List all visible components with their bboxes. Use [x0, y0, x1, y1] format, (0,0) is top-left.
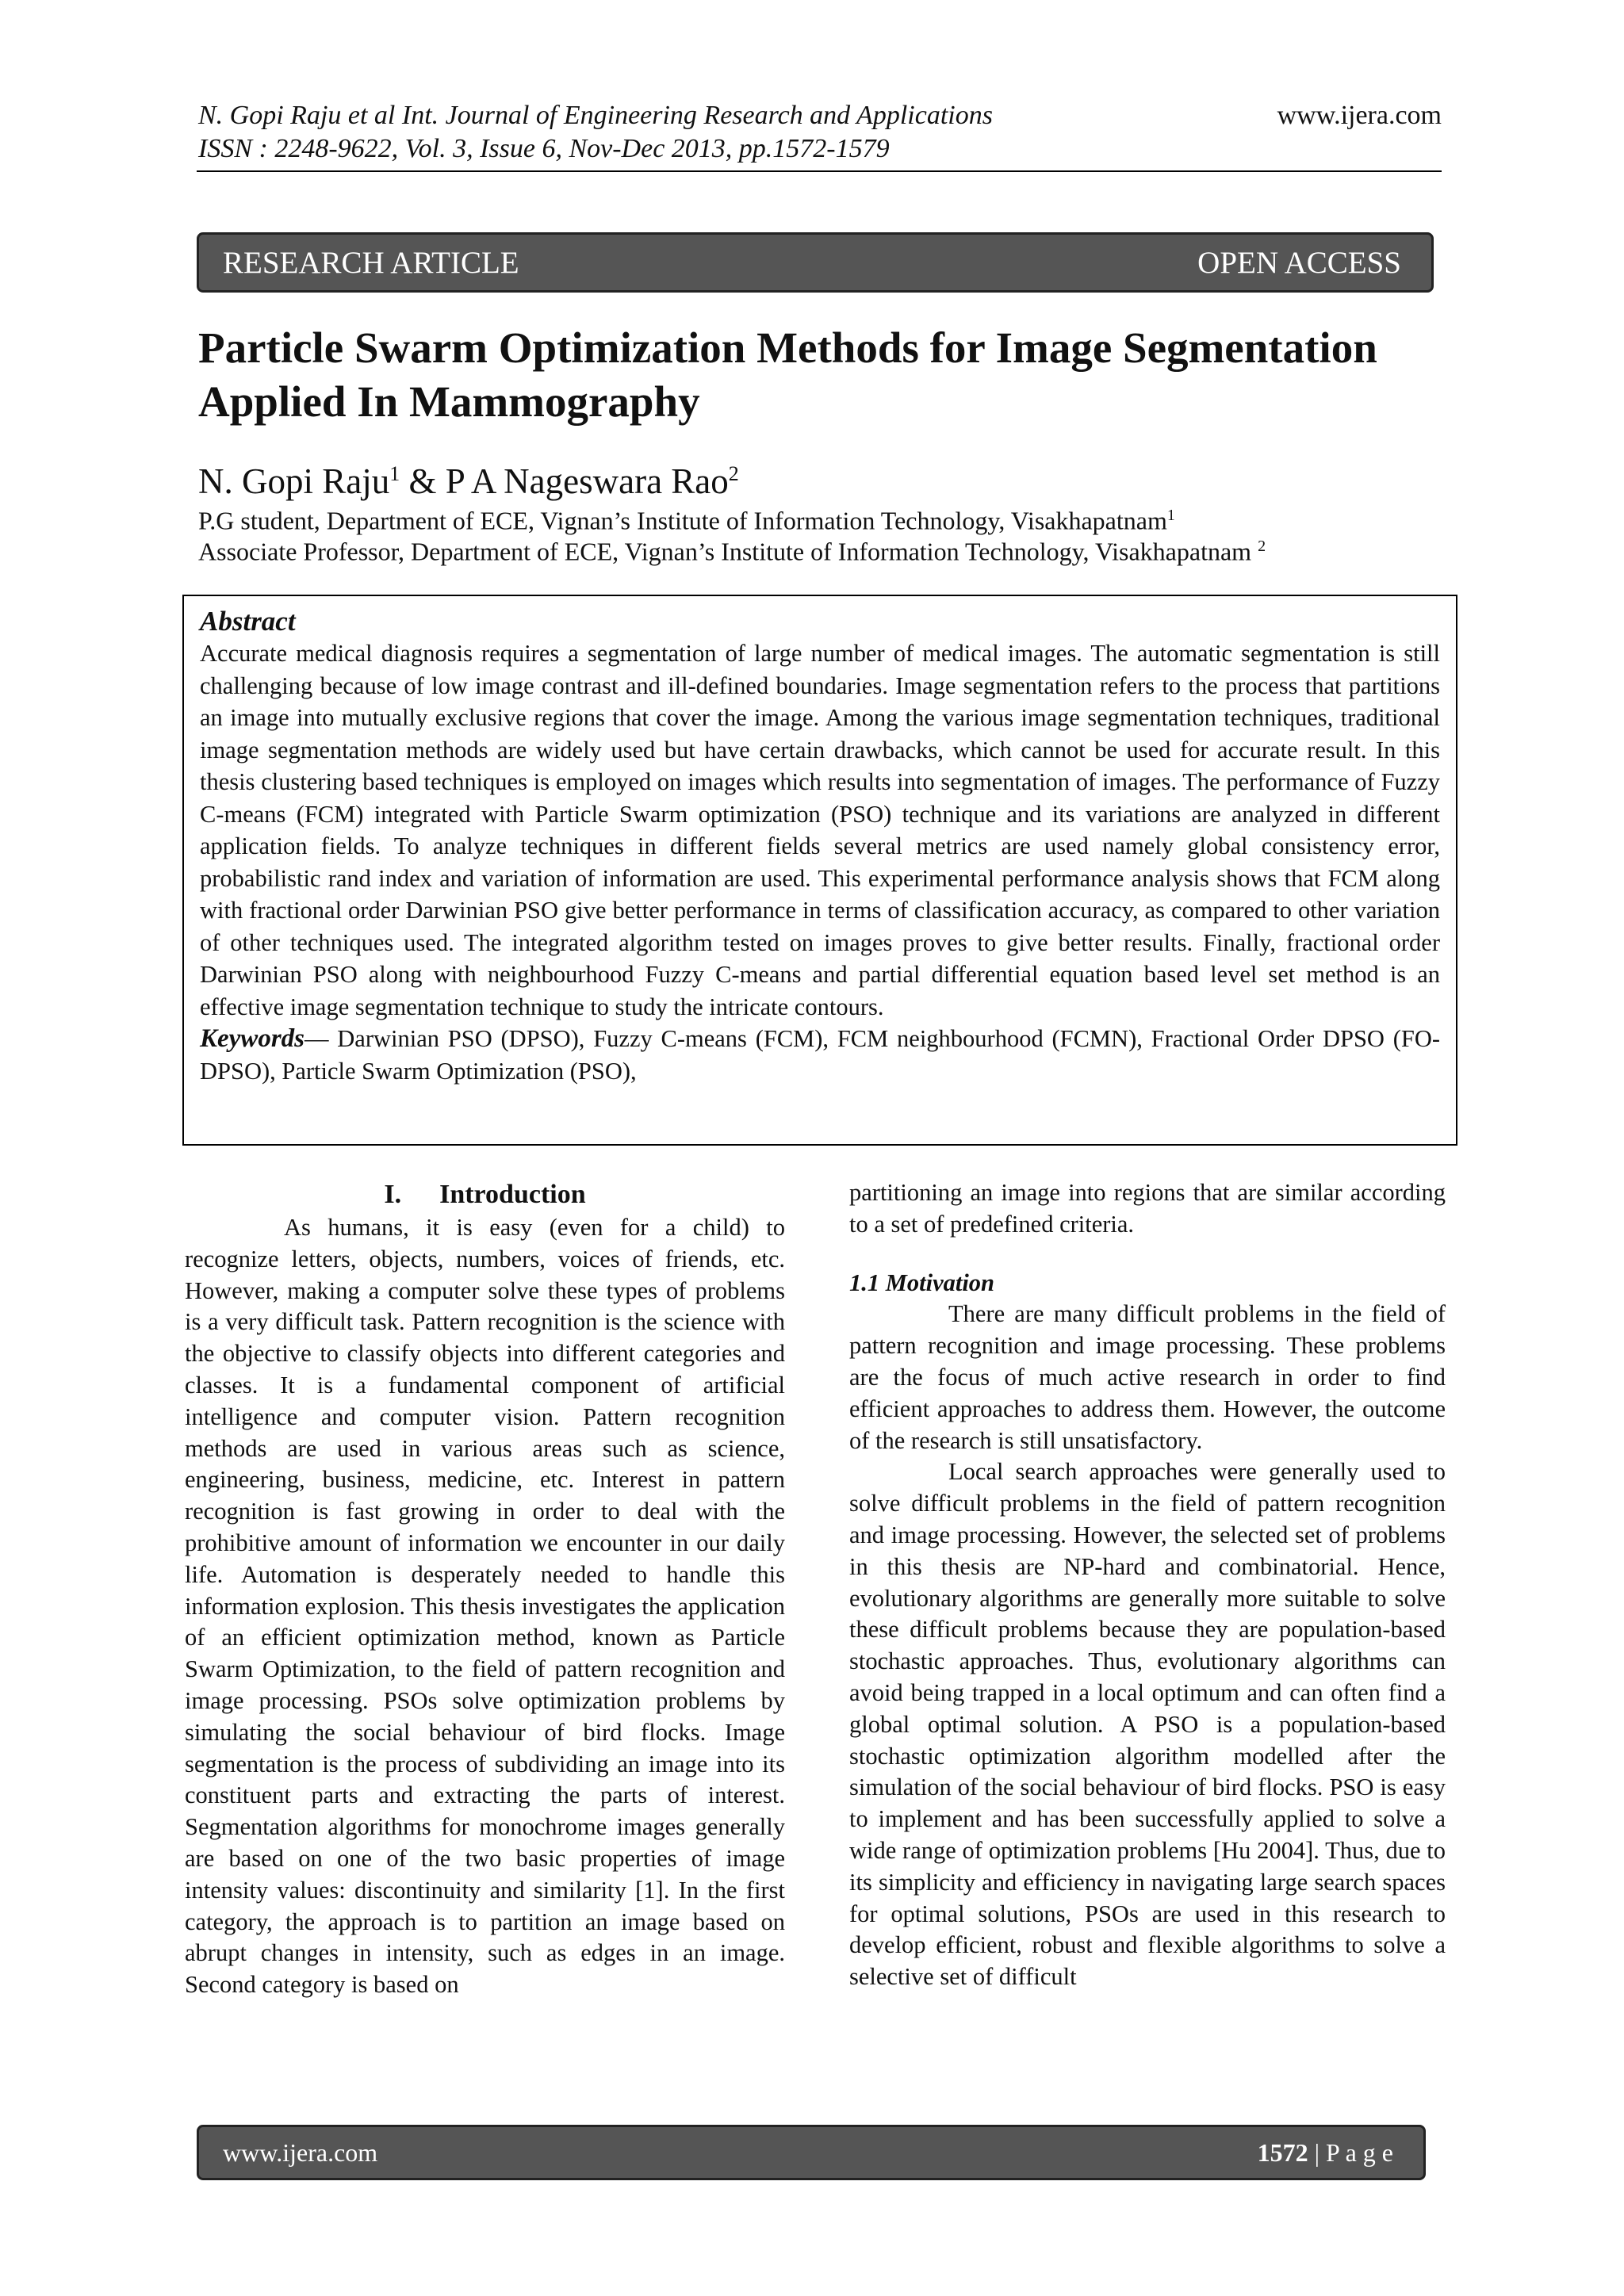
footer-banner	[197, 2125, 1426, 2180]
header-website: www.ijera.com	[1277, 101, 1442, 130]
research-article-label: RESEARCH ARTICLE	[223, 245, 519, 280]
header-rule	[197, 170, 1442, 172]
abstract-text: Accurate medical diagnosis requires a segmentation of large number of medical images. The automatic segmentation is still challenging because of low image contrast and ill-defined boundaries. Image segmentation refers to the process that partitions an image into mutually exclusive regions that cover the image. Among the various image segmentation techniques, traditional image segmentation methods are widely used but have certain drawbacks, which cannot be used for accurate result. In this thesis clustering based techniques is employed on images which results into segmentation of images. The performance of Fuzzy C-means (FCM) integrated with Particle Swarm optimization (PSO) technique and its variations are analyzed in different application fields. To analyze techniques in different fields several metrics are used namely global consistency error, probabilistic rand index and variation of information are used. This experimental performance analysis shows that FCM along with fractional order Darwinian PSO give better performance in terms of classification accuracy, as compared to other variation of other techniques used. The integrated algorithm tested on images proves to give better results. Finally, fractional order Darwinian PSO along with neighbourhood Fuzzy C-means and partial differential equation based level set method is an effective image segmentation technique to study the intricate contours.	[200, 640, 1440, 1020]
footer-website: www.ijera.com	[223, 2137, 378, 2167]
article-type-banner	[197, 232, 1434, 293]
keywords-dash: —	[304, 1025, 338, 1052]
motivation-paragraph-1: There are many difficult problems in the field of pattern recognition and image processing. These problems are the focus of much active research in order to find efficient approaches to address them. However, the outcome of the research is still unsatisfactory.	[849, 1300, 1446, 1454]
page-number: 1572	[1257, 2137, 1308, 2167]
paper-title: Particle Swarm Optimization Methods for Image Segmentation Applied In Mammography	[198, 323, 1377, 426]
open-access-label: OPEN ACCESS	[1197, 245, 1401, 280]
keywords-text: Darwinian PSO (DPSO), Fuzzy C-means (FCM), FCM neighbourhood (FCMN), Fractional Order DPSO (FO-DPSO), Particle Swarm Optimization (PSO),	[200, 1025, 1441, 1085]
author-1: N. Gopi Raju	[198, 461, 390, 501]
issn-line: ISSN : 2248-9622, Vol. 3, Issue 6, Nov-Dec 2013, pp.1572-1579	[198, 134, 890, 163]
author-separator: &	[400, 461, 446, 501]
affiliation-2-sup: 2	[1258, 538, 1266, 555]
affiliation-1-sup: 1	[1166, 507, 1175, 524]
section-heading-introduction	[185, 1177, 785, 1212]
left-column	[185, 1177, 785, 2001]
subsection-heading-motivation: 1.1 Motivation	[849, 1269, 995, 1296]
introduction-paragraph: As humans, it is easy (even for a child) to recognize letters, objects, numbers, voices of friends, etc. However, making a computer solve these types of problems is a very difficult task. Pattern recognition is the science with the objective to classify objects into different categories and classes. It is a fundamental component of artificial intelligence and computer vision. Pattern recognition methods are used in various areas such as science, engineering, business, medicine, etc. Interest in pattern recognition is fast growing in order to deal with the prohibitive amount of information we encounter in our daily life. Automation is desperately needed to handle this information explosion. This thesis investigates the application of an efficient optimization method, known as Particle Swarm Optimization, to the field of pattern recognition and image processing. PSOs solve optimization problems by simulating the social behaviour of bird flocks. Image segmentation is the process of subdividing an image into its constituent parts and extracting the parts of interest. Segmentation algorithms for monochrome images generally are based on one of the two basic properties of image intensity values: discontinuity and similarity [1]. In the first category, the approach is to partition an image based on abrupt changes in intensity, such as edges in an image. Second category is based on	[185, 1214, 785, 1999]
abstract-box	[182, 595, 1457, 1146]
page-label: | P a g e	[1308, 2137, 1393, 2167]
keywords	[200, 1023, 1440, 1087]
author-1-sup: 1	[389, 462, 400, 485]
journal-citation-line: N. Gopi Raju et al Int. Journal of Engineering Research and Applications	[198, 101, 993, 130]
right-column	[849, 1177, 1446, 1993]
affiliation-1-text: P.G student, Department of ECE, Vignan’s Institute of Information Technology, Visakhapatnam	[198, 506, 1167, 535]
author-2-sup: 2	[728, 462, 739, 485]
affiliation-2	[198, 530, 1266, 568]
author-2: P A Nageswara Rao	[445, 461, 729, 501]
author-list	[198, 452, 739, 503]
footer-page	[1258, 2138, 1393, 2168]
section-number: I.	[384, 1180, 402, 1209]
introduction-continuation: partitioning an image into regions that are similar according to a set of predefined criteria.	[849, 1179, 1446, 1238]
section-title: Introduction	[439, 1180, 586, 1209]
affiliation-2-text: Associate Professor, Department of ECE, Vignan’s Institute of Information Technology, Visakhapatnam	[198, 537, 1258, 566]
motivation-paragraph-2: Local search approaches were generally used to solve difficult problems in the field of pattern recognition and image processing. However, the selected set of problems in this thesis are NP-hard and combinatorial. Hence, evolutionary algorithms are generally more suitable to solve these difficult problems because they are population-based stochastic approaches. Thus, evolutionary algorithms can avoid being trapped in a local optimum and can often find a global optimal solution. A PSO is a population-based stochastic optimization algorithm modelled after the simulation of the social behaviour of bird flocks. PSO is easy to implement and has been successfully applied to solve a wide range of optimization problems [Hu 2004]. Thus, due to its simplicity and efficiency in navigating large search spaces for optimal solutions, PSOs are used in this research to develop efficient, robust and flexible algorithms to solve a selective set of difficult	[849, 1458, 1446, 1991]
keywords-label: Keywords	[200, 1024, 304, 1053]
abstract-heading: Abstract	[200, 606, 296, 637]
